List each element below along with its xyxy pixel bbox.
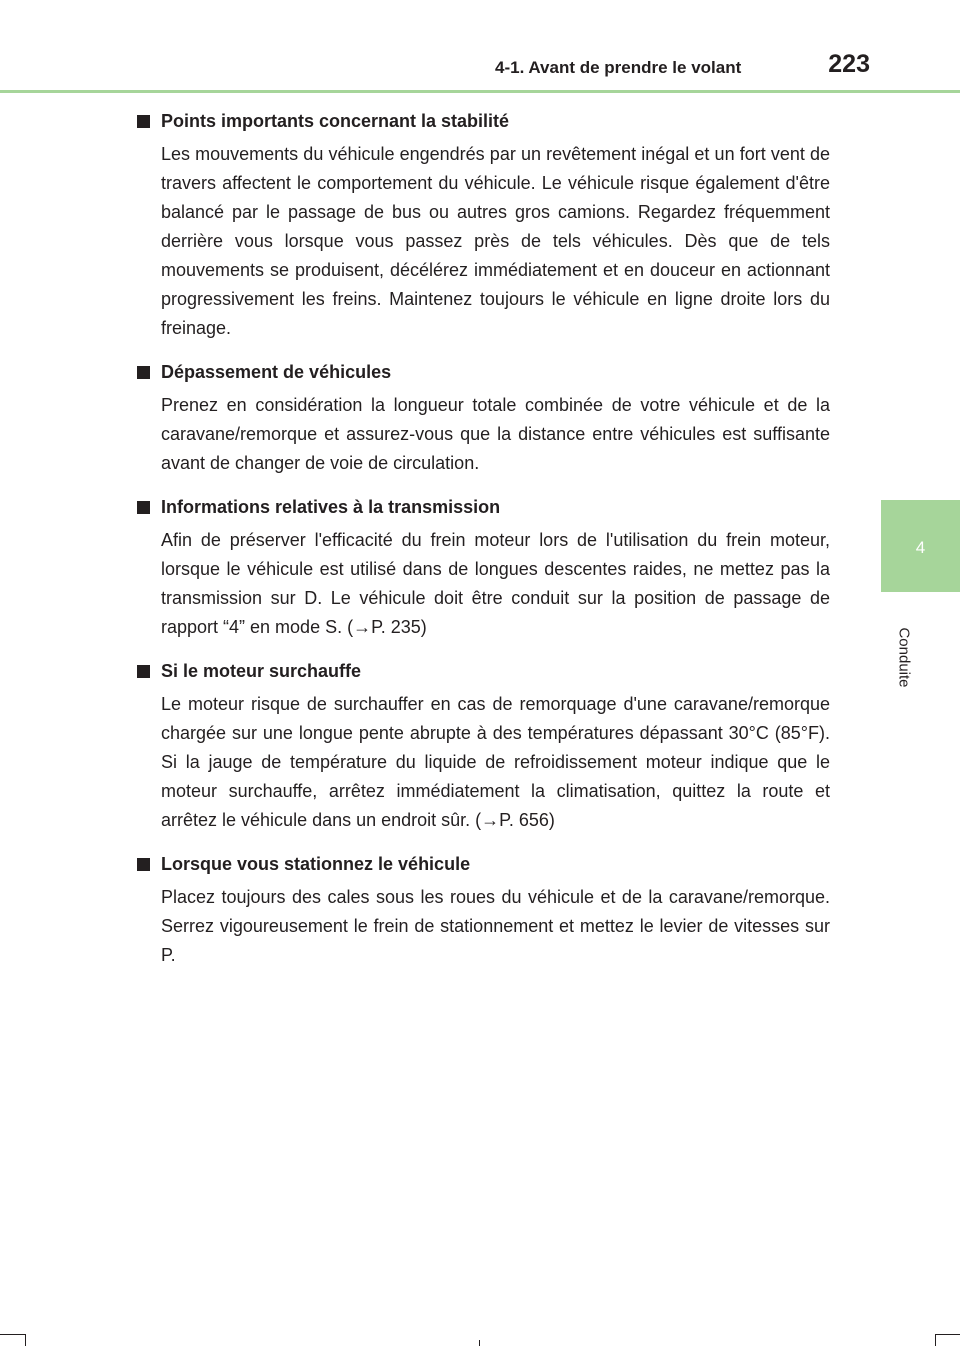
chapter-tab[interactable] — [881, 500, 960, 592]
section-body: Le moteur risque de surchauffer en cas de remorquage d'une caravane/remorque chargée sur une longue pente abrupte à des températures dépassant 30°C (85°F). Si la jauge de température du liquide de refroidissement moteur indique que le moteur surchauffe, arrêtez immédiatement la climatisation, quittez la route et arrêtez le véhicule dans un endroit sûr. (→P. 656) — [161, 694, 830, 830]
chapter-label — [885, 627, 915, 688]
section-body: Afin de préserver l'efficacité du frein moteur lors de l'utilisation du frein moteur, lorsque le véhicule est utilisé dans de longues descentes raides, ne mettez pas la transmission sur D. Le véhicule doit être conduit sur la position de passage de rapport “4” en mode S. (→P. 235) — [161, 530, 830, 637]
section-heading-text: Lorsque vous stationnez le véhicule — [161, 853, 471, 874]
crop-mark — [479, 1340, 480, 1346]
header-rule — [0, 90, 960, 93]
square-bullet-icon — [137, 665, 150, 678]
section-heading — [137, 847, 830, 881]
square-bullet-icon — [137, 366, 150, 379]
square-bullet-icon — [137, 501, 150, 514]
running-header-title: 4-1. Avant de prendre le volant — [495, 58, 742, 77]
section-parking — [137, 847, 830, 970]
section-heading-text: Dépassement de véhicules — [161, 361, 392, 382]
square-bullet-icon — [137, 858, 150, 871]
crop-mark — [935, 1334, 960, 1335]
section-heading — [137, 654, 830, 688]
section-heading — [137, 490, 830, 524]
section-transmission — [137, 490, 830, 642]
section-heading-text: Si le moteur surchauffe — [161, 660, 362, 681]
section-heading-text: Informations relatives à la transmission — [161, 496, 501, 517]
crop-mark — [0, 1334, 25, 1335]
crop-mark — [935, 1334, 936, 1346]
section-heading — [137, 355, 830, 389]
page-content — [137, 104, 830, 982]
section-body: Les mouvements du véhicule engendrés par un revêtement inégal et un fort vent de travers affectent le comportement du véhicule. Le véhicule risque également d'être balancé par le passage de bus ou autres gros camions. Regardez fréquemment derrière vous lorsque vous passez près de tels véhicules. Dès que de tels mouvements se produisent, décélérez immédiatement et en douceur en actionnant progressivement les freins. Maintenez toujours le véhicule en ligne droite lors du freinage. — [161, 144, 830, 338]
crop-mark — [25, 1334, 26, 1346]
section-stability — [137, 104, 830, 343]
section-body: Placez toujours des cales sous les roues du véhicule et de la caravane/remorque. Serrez vigoureusement le frein de stationnement et mettez le levier de vitesses sur P. — [161, 887, 830, 965]
section-body: Prenez en considération la longueur totale combinée de votre véhicule et de la caravane/remorque et assurez-vous que la distance entre véhicules est suffisante avant de changer de voie de circulation. — [161, 395, 830, 473]
section-overheating — [137, 654, 830, 835]
square-bullet-icon — [137, 115, 150, 128]
chapter-number: 4 — [915, 538, 926, 557]
section-heading-text: Points importants concernant la stabilité — [161, 110, 510, 131]
chapter-label-text: Conduite — [895, 627, 913, 688]
section-overtaking — [137, 355, 830, 478]
page-number: 223 — [828, 50, 870, 78]
section-heading — [137, 104, 830, 138]
